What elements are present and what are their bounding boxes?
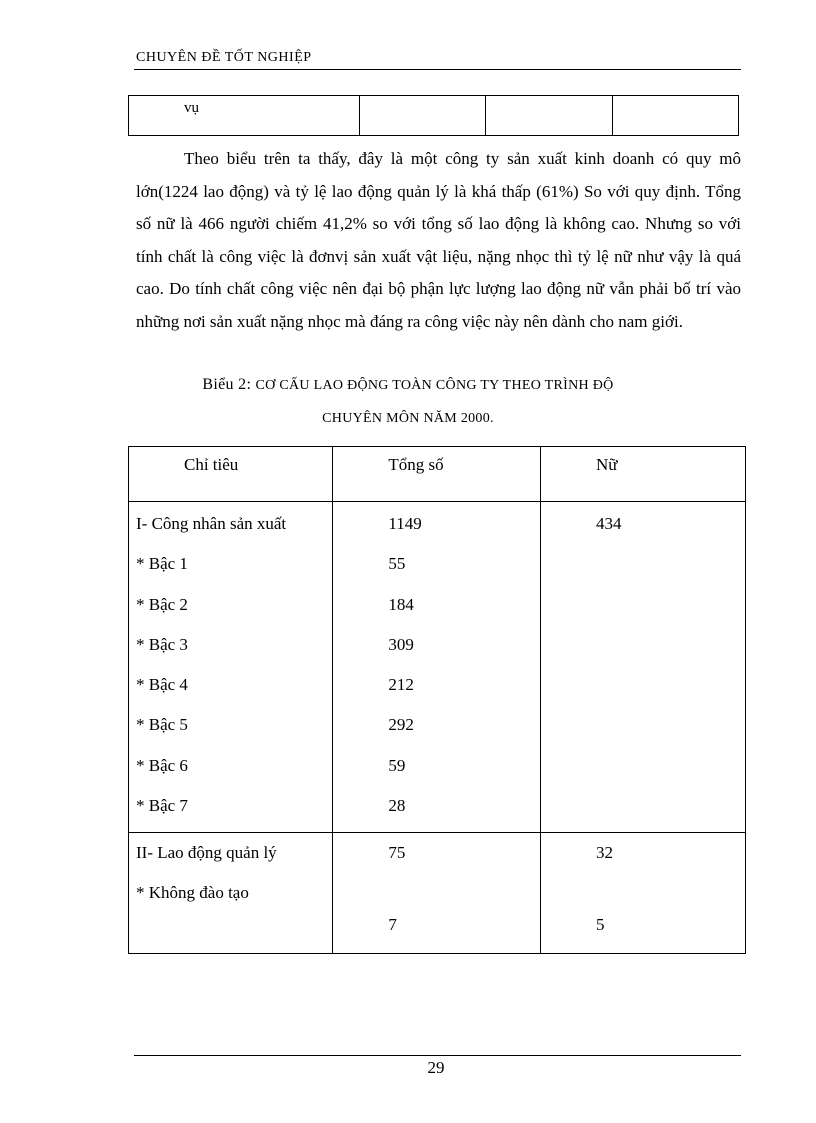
continued-cell-text: vụ — [184, 100, 199, 116]
table-row-production-workers — [129, 502, 746, 833]
labels-cell — [129, 502, 333, 833]
labor-structure-table — [128, 446, 746, 954]
continued-table — [128, 95, 739, 136]
row-label: * Bậc 6 — [136, 755, 188, 775]
row-label: * Bậc 7 — [136, 796, 188, 816]
continued-table-cell — [359, 96, 486, 136]
header-cell-total: Tổng số — [333, 447, 541, 502]
row-total: 292 — [388, 715, 414, 735]
caption-title-cont: CHUYÊN MÔN NĂM 2000. — [322, 411, 494, 426]
totals-cell — [333, 502, 541, 833]
row-label: II- Lao động quản lý — [136, 843, 277, 862]
row-total: 309 — [388, 634, 414, 654]
continued-table-cell — [613, 96, 739, 136]
row-female: 32 — [595, 843, 613, 862]
row-label: * Không đào tạo — [136, 883, 249, 903]
row-label: * Bậc 4 — [136, 675, 188, 695]
table-caption-line1 — [0, 376, 816, 394]
labels-cell — [129, 833, 333, 954]
table-header-row — [129, 447, 746, 502]
row-total: 184 — [388, 594, 414, 614]
row-label: * Bậc 5 — [136, 715, 188, 735]
table-caption-line2 — [0, 409, 816, 427]
page-header-title: CHUYÊN ĐỀ TỐT NGHIỆP — [136, 50, 312, 65]
row-spacer — [596, 873, 745, 905]
female-cell — [540, 502, 745, 833]
row-total: 59 — [388, 755, 406, 775]
row-label: * Bậc 1 — [136, 554, 188, 574]
row-total: 1149 — [388, 514, 422, 533]
header-divider — [134, 69, 741, 70]
table-row-management — [129, 833, 746, 954]
row-female: 434 — [595, 514, 622, 533]
row-female: 5 — [595, 915, 605, 935]
row-total: 28 — [388, 796, 406, 816]
row-label: I- Công nhân sản xuất — [136, 514, 287, 533]
row-total: 55 — [388, 554, 406, 574]
caption-title: CƠ CẤU LAO ĐỘNG TOÀN CÔNG TY THEO TRÌNH ĐỘ — [255, 378, 614, 393]
footer-divider — [134, 1055, 741, 1056]
female-cell — [540, 833, 745, 954]
row-total: 7 — [388, 915, 397, 935]
row-label: * Bậc 2 — [136, 594, 188, 614]
row-spacer — [388, 873, 540, 905]
caption-prefix: Biểu 2: — [202, 376, 252, 393]
row-total: 212 — [388, 675, 414, 695]
header-cell-female: Nữ — [540, 447, 745, 502]
row-total: 75 — [388, 843, 406, 862]
continued-table-cell — [129, 96, 360, 136]
row-label: * Bậc 3 — [136, 634, 188, 654]
header-cell-indicator: Chỉ tiêu — [129, 447, 333, 502]
page-number: 29 — [427, 1058, 445, 1077]
continued-table-cell — [486, 96, 613, 136]
body-paragraph: Theo biểu trên ta thấy, đây là một công ty sản xuất kinh doanh có quy mô lớn(1224 lao động) và tỷ lệ lao động quản lý là khá thấp (61%) So với quy định. Tổng số nữ là 466 người chiếm 41,2% so với tổng số lao động là không cao. Nhưng so với tính chất là công việc là đơnvị sản xuất vật liệu, nặng nhọc thì tỷ lệ nữ như vậy là quá cao. Do tính chất công việc nên đại bộ phận lực lượng lao động nữ vẫn phải bố trí vào những nơi sản xuất nặng nhọc mà đáng ra công việc này nên dành cho nam giới. — [136, 149, 741, 331]
totals-cell — [333, 833, 541, 954]
